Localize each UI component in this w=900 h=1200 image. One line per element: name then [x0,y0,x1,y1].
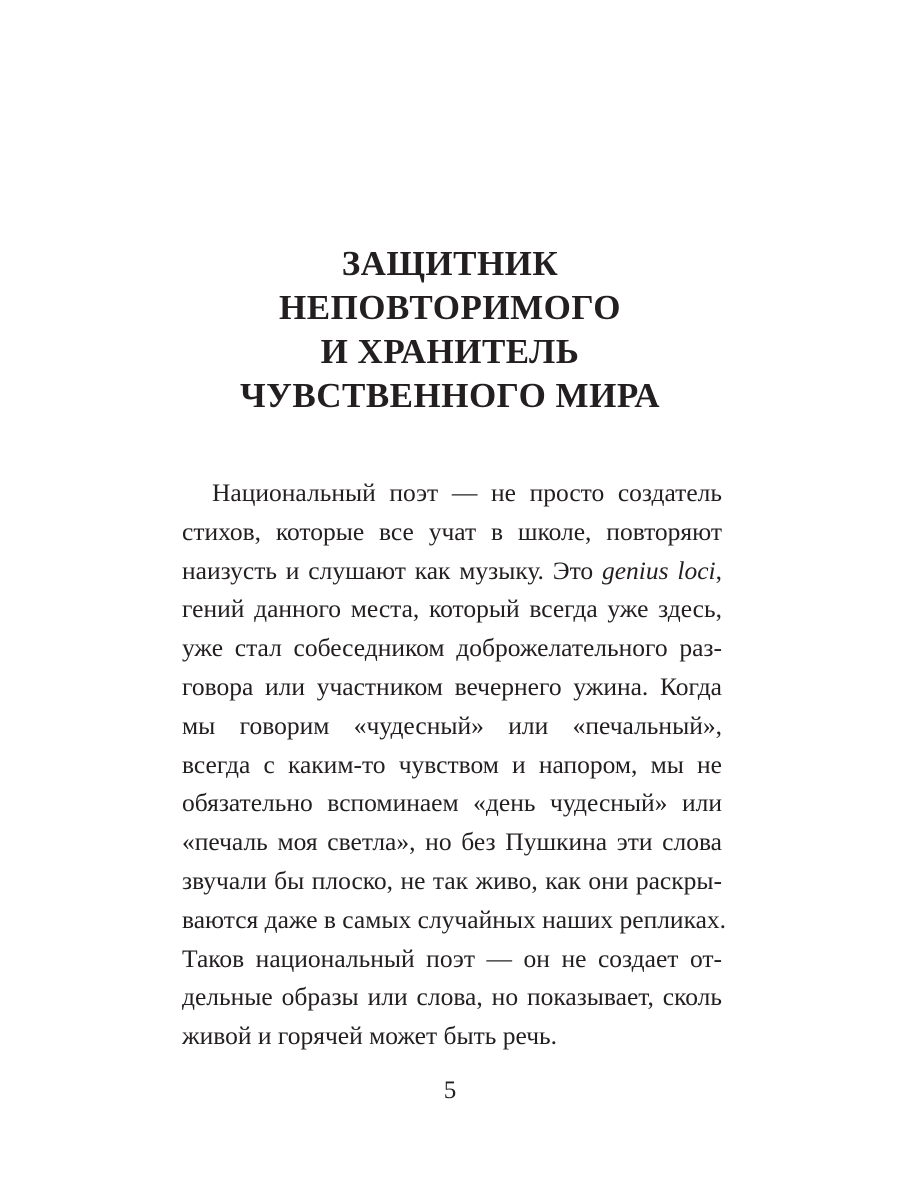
paragraph-line-15: живой и горячей может быть речь. [182,1021,558,1051]
paragraph-line-8: всегда с каким-то чувством и напором, мы не [182,749,722,779]
paragraph-line-5: уже стал собеседником доброжелательного раз- [182,633,722,663]
chapter-title-line-1: ЗАЩИТНИК [341,244,559,283]
paragraph-line-10: «печаль моя светла», но без Пушкина эти слова [182,827,722,857]
paragraph-line-3 [182,552,722,591]
latin-phrase: genius loci [601,555,716,585]
paragraph-line-3-text: наизусть и слушают как музыку. Это [182,555,602,585]
chapter-title-line-4: ЧУВСТВЕННОГО МИРА [239,376,660,415]
paragraph-line-2: стихов, которые все учат в школе, повторяют [182,516,722,546]
paragraph-line-7: мы говорим «чудесный» или «печальный», [182,710,722,740]
chapter-title [0,242,900,418]
paragraph-line-6: говора или участником вечернего ужина. Когда [182,671,722,701]
chapter-title-line-2: НЕПОВТОРИМОГО [279,288,621,327]
paragraph-line-1: Национальный поэт — не просто создатель [212,478,722,507]
chapter-title-line-3: И ХРАНИТЕЛЬ [320,332,580,371]
paragraph-line-9: обязательно вспоминаем «день чудесный» или [182,788,722,818]
paragraph-line-3-punct: , [715,555,722,585]
paragraph-line-13: Таков национальный поэт — он не создает от- [182,943,722,973]
paragraph-line-11: звучали бы плоско, не так живо, как они раскры- [182,865,722,895]
paragraph-line-12: ваются даже в самых случайных наших репликах. [182,904,727,934]
paragraph-line-14: дельные образы или слова, но показывает, сколь [182,982,722,1012]
page-number: 5 [443,1077,457,1104]
paragraph-line-4: гений данного места, который всегда уже здесь, [182,594,722,624]
body-paragraph [182,474,727,1056]
